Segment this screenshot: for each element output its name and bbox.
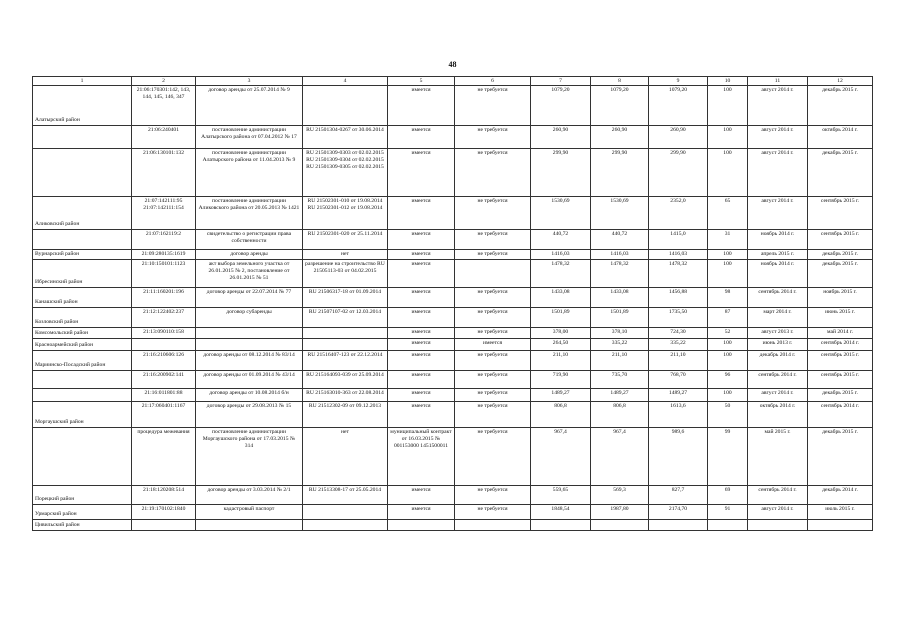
table-cell: 260,90 — [649, 126, 708, 149]
table-cell: декабрь 2015 г. — [808, 428, 873, 486]
table-cell: договор аренды от 3.03.2014 № 2/1 — [196, 486, 303, 505]
district-cell — [33, 149, 132, 197]
district-cell: Красноармейский район — [33, 339, 132, 351]
table-cell: 806,8 — [591, 402, 649, 428]
table-cell: 1478,32 — [531, 260, 591, 288]
table-cell: не требуется — [455, 328, 531, 339]
document-table — [32, 76, 873, 531]
table-row — [33, 126, 873, 149]
table-cell: не требуется — [455, 86, 531, 126]
table-cell: 21:11:160201:196 — [132, 288, 196, 308]
table-cell: имеется — [388, 339, 455, 351]
table-cell: 100 — [708, 260, 748, 288]
table-cell: май 2015 г. — [748, 428, 808, 486]
table-cell: имеется — [388, 230, 455, 250]
table-cell: имеется — [388, 260, 455, 288]
page-number: 48 — [448, 60, 457, 69]
table-cell: имеется — [388, 351, 455, 371]
table-cell: 100 — [708, 351, 748, 371]
table-cell — [196, 520, 303, 531]
table-cell: акт выбора земельного участка от 26.01.2015 № 2, постановление от 26.01.2015 № 51 — [196, 260, 303, 288]
table-cell: 50 — [708, 402, 748, 428]
table-cell: 21:17:060401:1167 — [132, 402, 196, 428]
column-header: 11 — [748, 77, 808, 86]
table-cell: RU 21501309-0303 от 02.02.2015 RU 21501309-0304 от 02.02.2015 RU 21501309-0305 от 02.02.2015 — [303, 149, 388, 197]
table-cell — [132, 520, 196, 531]
table-cell: 967,4 — [591, 428, 649, 486]
table-cell: август 2014 г. — [748, 389, 808, 402]
table-cell: 1416,03 — [531, 250, 591, 260]
table-row — [33, 86, 873, 126]
table-cell: 989,6 — [649, 428, 708, 486]
table-cell: декабрь 2015 г. — [808, 250, 873, 260]
table-cell: имеется — [388, 402, 455, 428]
table-cell: 735,70 — [591, 371, 649, 389]
table-cell: сентябрь 2015 г. — [808, 230, 873, 250]
table-cell: имеется — [388, 250, 455, 260]
district-cell: Мариинско-Посадский район — [33, 351, 132, 371]
table-cell: 299,90 — [591, 149, 649, 197]
table-cell: 100 — [708, 149, 748, 197]
table-cell: сентябрь 2014 г. — [808, 339, 873, 351]
table-cell: постановление администрации Алатырского района от 11.04.2013 № 9 — [196, 149, 303, 197]
table-row — [33, 520, 873, 531]
table-cell: 100 — [708, 250, 748, 260]
column-header: 1 — [33, 77, 132, 86]
district-cell: Урмарский район — [33, 505, 132, 520]
table-cell: не требуется — [455, 486, 531, 505]
table-cell: не требуется — [455, 149, 531, 197]
table-cell: не требуется — [455, 126, 531, 149]
table-cell: 31 — [708, 230, 748, 250]
table-cell: 1530,69 — [591, 197, 649, 230]
table-cell: не требуется — [455, 428, 531, 486]
table-cell: 21:06:240401 — [132, 126, 196, 149]
table-cell: имеется — [388, 86, 455, 126]
table-cell: 1415,0 — [649, 230, 708, 250]
table-cell: имеется — [455, 339, 531, 351]
table-row — [33, 389, 873, 402]
table-cell: имеется — [388, 486, 455, 505]
table-cell: 21:16:200902:141 — [132, 371, 196, 389]
table-cell: сентябрь 2015 г. — [808, 351, 873, 371]
table-cell: сентябрь 2015 г. — [808, 197, 873, 230]
table-cell: RU 21501304-0267 от 30.06.2014 — [303, 126, 388, 149]
table-cell: декабрь 2015 г. — [808, 86, 873, 126]
table-cell — [303, 86, 388, 126]
table-cell — [748, 520, 808, 531]
table-cell: 211,10 — [649, 351, 708, 371]
table-cell: 100 — [708, 389, 748, 402]
table-cell: 1987,80 — [591, 505, 649, 520]
table-cell: постановление администрации Аликовского района от 20.05.2013 № 1421 — [196, 197, 303, 230]
table-cell: RU 21507107-02 от 12.03.2014 — [303, 308, 388, 328]
table-cell: апрель 2015 г. — [748, 250, 808, 260]
table-cell: имеется — [388, 505, 455, 520]
table-cell — [531, 520, 591, 531]
table-cell: кадастровый паспорт — [196, 505, 303, 520]
table-cell: 264,50 — [531, 339, 591, 351]
table-row — [33, 260, 873, 288]
table-cell: RU 21512302-09 от 09.12.2013 — [303, 402, 388, 428]
table-cell: не требуется — [455, 308, 531, 328]
table-cell: 2352,0 — [649, 197, 708, 230]
table-cell: 827,7 — [649, 486, 708, 505]
column-header: 8 — [591, 77, 649, 86]
table-cell: август 2014 г. — [748, 126, 808, 149]
table-cell: договор субаренды — [196, 308, 303, 328]
district-cell: Порецкий район — [33, 486, 132, 505]
table-cell: август 2014 г. — [748, 505, 808, 520]
column-header: 2 — [132, 77, 196, 86]
column-header: 10 — [708, 77, 748, 86]
table-cell: 335,22 — [649, 339, 708, 351]
table-cell: имеется — [388, 288, 455, 308]
table-cell: имеется — [388, 149, 455, 197]
table-cell: 440,72 — [591, 230, 649, 250]
table-cell: 21:09:280135:1619 — [132, 250, 196, 260]
table-cell: 21:07:162119:2 — [132, 230, 196, 250]
column-header: 4 — [303, 77, 388, 86]
table-cell: RU 21502301-010 от 19.08.2014 RU 21502301-012 от 19.08.2014 — [303, 197, 388, 230]
table-cell: 87 — [708, 308, 748, 328]
table-cell: разрешение на строительство RU 21505113-03 от 04.02.2015 — [303, 260, 388, 288]
table-cell: 1501,89 — [531, 308, 591, 328]
table-cell: RU 21506317-18 от 01.09.2014 — [303, 288, 388, 308]
table-cell: сентябрь 2014 г. — [748, 371, 808, 389]
table-cell: имеется — [388, 197, 455, 230]
table-cell: не требуется — [455, 389, 531, 402]
table-cell — [649, 520, 708, 531]
table-cell: 21:12:122402:237 — [132, 308, 196, 328]
table-cell: не требуется — [455, 250, 531, 260]
table-cell: муниципальный контракт от 16.03.2015 № 001153000 1451500011 — [388, 428, 455, 486]
table-cell: договор аренды от 25.07.2014 № 9 — [196, 86, 303, 126]
table-cell — [808, 520, 873, 531]
table-cell: 211,10 — [531, 351, 591, 371]
table-cell: 91 — [708, 505, 748, 520]
table-cell: декабрь 2014 г. — [808, 486, 873, 505]
table-cell: 569,3 — [591, 486, 649, 505]
table-cell: 21:18:120208:514 — [132, 486, 196, 505]
column-header: 12 — [808, 77, 873, 86]
table-cell: 1530,69 — [531, 197, 591, 230]
table-cell: 1478,32 — [591, 260, 649, 288]
table-cell: имеется — [388, 371, 455, 389]
table-cell: не требуется — [455, 197, 531, 230]
table-cell: сентябрь 2014 г. — [748, 288, 808, 308]
table-cell: RU 215163010-363 от 22.08.2014 — [303, 389, 388, 402]
table-cell: 1735,50 — [649, 308, 708, 328]
table-cell: постановление администрации Алатырского района от 07.04.2012 № 17 — [196, 126, 303, 149]
table-cell: 559,65 — [531, 486, 591, 505]
table-cell: март 2014 г. — [748, 308, 808, 328]
table-cell: 260,90 — [531, 126, 591, 149]
district-cell — [33, 126, 132, 149]
table-cell: имеется — [388, 126, 455, 149]
table-cell: декабрь 2015 г. — [808, 260, 873, 288]
table-cell: 21:10:150101:1123 — [132, 260, 196, 288]
table-cell: постановление администрации Моргаушского района от 17.03.2015 № 314 — [196, 428, 303, 486]
table-cell: декабрь 2014 г. — [748, 351, 808, 371]
district-cell: Алатырский район — [33, 86, 132, 126]
table-cell: свидетельство о регистрации права собственности — [196, 230, 303, 250]
table-cell: 719,90 — [531, 371, 591, 389]
table-cell: август 2014 г. — [748, 86, 808, 126]
table-cell — [196, 328, 303, 339]
district-cell: Цивильский район — [33, 520, 132, 531]
table-cell: 1489,27 — [591, 389, 649, 402]
table-cell: 1478,32 — [649, 260, 708, 288]
table-cell: декабрь 2015 г. — [808, 389, 873, 402]
table-cell: 1079,20 — [591, 86, 649, 126]
table-cell: 21:19:170102:1840 — [132, 505, 196, 520]
table-cell: не требуется — [455, 230, 531, 250]
table-cell: ноябрь 2015 г. — [808, 288, 873, 308]
table-cell: 299,90 — [531, 149, 591, 197]
table-cell — [708, 520, 748, 531]
district-cell: Аликовский район — [33, 197, 132, 230]
table-cell: имеется — [388, 328, 455, 339]
table-cell: 335,22 — [591, 339, 649, 351]
district-cell — [33, 230, 132, 250]
district-cell — [33, 371, 132, 389]
district-cell: Канашский район — [33, 288, 132, 308]
table-cell: 65 — [708, 197, 748, 230]
table-cell: 211,10 — [591, 351, 649, 371]
table-cell — [132, 339, 196, 351]
table-cell: 1613,6 — [649, 402, 708, 428]
table-cell: 1079,20 — [649, 86, 708, 126]
district-cell: Комсомольский район — [33, 328, 132, 339]
table-cell: 967,4 — [531, 428, 591, 486]
table-row — [33, 351, 873, 371]
column-header: 9 — [649, 77, 708, 86]
table-cell: август 2014 г. — [748, 149, 808, 197]
table-cell: нет — [303, 250, 388, 260]
table-row — [33, 197, 873, 230]
table-cell: 1848,54 — [531, 505, 591, 520]
table-cell: 2174,70 — [649, 505, 708, 520]
table-cell: август 2013 г. — [748, 328, 808, 339]
table-cell — [455, 260, 531, 288]
table-cell — [303, 328, 388, 339]
table-cell: 100 — [708, 126, 748, 149]
table-cell: 21:06:170301:142, 143, 144, 145, 146, 347 — [132, 86, 196, 126]
table-row — [33, 328, 873, 339]
table-cell: имеется — [388, 389, 455, 402]
table-cell: 768,70 — [649, 371, 708, 389]
table-cell: 299,90 — [649, 149, 708, 197]
table-cell — [455, 520, 531, 531]
table-row — [33, 288, 873, 308]
table-cell: ноябрь 2014 г. — [748, 260, 808, 288]
table-cell: RU 21516407-123 от 22.12.2014 — [303, 351, 388, 371]
district-cell: Козловский район — [33, 308, 132, 328]
table-row — [33, 250, 873, 260]
table-cell: 100 — [708, 339, 748, 351]
table-cell: договор аренды от 22.07.2014 № 77 — [196, 288, 303, 308]
table-cell: 21:16:011801:88 — [132, 389, 196, 402]
table-row — [33, 339, 873, 351]
table-cell: ноябрь 2014 г. — [748, 230, 808, 250]
table-cell: договор аренды от 01.09.2014 № 43/14 — [196, 371, 303, 389]
table-cell: 1433,08 — [591, 288, 649, 308]
table-cell: имеется — [388, 308, 455, 328]
table-cell: RU 21513308-17 от 25.05.2014 — [303, 486, 388, 505]
table-cell: сентябрь 2015 г. — [808, 371, 873, 389]
table-cell: 98 — [708, 288, 748, 308]
table-row — [33, 371, 873, 389]
table-cell: 99 — [708, 428, 748, 486]
table-body — [33, 77, 873, 531]
district-cell: Вурнарский район — [33, 250, 132, 260]
table-cell — [388, 520, 455, 531]
table-cell: 440,72 — [531, 230, 591, 250]
table-cell: май 2014 г. — [808, 328, 873, 339]
table-cell: декабрь 2015 г. — [808, 149, 873, 197]
table-cell: RU 21502301-020 от 25.11.2014 — [303, 230, 388, 250]
table-cell: 806,8 — [531, 402, 591, 428]
table-cell: июль 2015 г. — [808, 505, 873, 520]
district-cell: Ибресинский район — [33, 260, 132, 288]
table-cell: 52 — [708, 328, 748, 339]
table-cell: процедура межевания — [132, 428, 196, 486]
table-cell: июнь 2015 г. — [808, 308, 873, 328]
table-cell: 1489,27 — [649, 389, 708, 402]
table-cell: 96 — [708, 371, 748, 389]
table-cell — [303, 339, 388, 351]
table-cell: нет — [303, 428, 388, 486]
table-cell: 1433,08 — [531, 288, 591, 308]
table-cell: октябрь 2014 г. — [808, 126, 873, 149]
table-cell — [303, 520, 388, 531]
table-cell — [591, 520, 649, 531]
column-header: 5 — [388, 77, 455, 86]
table-cell: 21:16:210606:126 — [132, 351, 196, 371]
table-cell: не требуется — [455, 288, 531, 308]
table-row — [33, 486, 873, 505]
table-cell: 21:07:142111:95 21:07:142111:154 — [132, 197, 196, 230]
table-cell: август 2014 г. — [748, 197, 808, 230]
table-cell: договор аренды от 08.12.2014 № 83/14 — [196, 351, 303, 371]
table-cell: 1079,20 — [531, 86, 591, 126]
table-cell: октябрь 2014 г. — [748, 402, 808, 428]
table-cell: 21:06:130101:132 — [132, 149, 196, 197]
district-cell — [33, 389, 132, 402]
table-cell: договор аренды — [196, 250, 303, 260]
table-cell — [196, 339, 303, 351]
table-cell: сентябрь 2014 г. — [808, 402, 873, 428]
table-cell: 724,30 — [649, 328, 708, 339]
table-cell: 260,90 — [591, 126, 649, 149]
table-cell: не требуется — [455, 402, 531, 428]
table-row — [33, 428, 873, 486]
column-header-row — [33, 77, 873, 86]
table-cell: 1489,27 — [531, 389, 591, 402]
column-header: 6 — [455, 77, 531, 86]
table-cell: июнь 2013 г. — [748, 339, 808, 351]
table-cell: 378,10 — [591, 328, 649, 339]
table-cell: договор аренды от 29.08.2013 № 15 — [196, 402, 303, 428]
district-cell — [33, 428, 132, 486]
table-cell — [303, 505, 388, 520]
table-cell: не требуется — [455, 371, 531, 389]
table-row — [33, 402, 873, 428]
table-row — [33, 308, 873, 328]
table-cell: не требуется — [455, 351, 531, 371]
table-cell: RU 215164093-039 от 25.09.2014 — [303, 371, 388, 389]
column-header: 7 — [531, 77, 591, 86]
table-cell: 69 — [708, 486, 748, 505]
district-cell: Моргаушский район — [33, 402, 132, 428]
table-row — [33, 505, 873, 520]
table-cell: не требуется — [455, 505, 531, 520]
table-row — [33, 230, 873, 250]
table-cell: 378,00 — [531, 328, 591, 339]
table-cell: 1501,89 — [591, 308, 649, 328]
table-cell: 100 — [708, 86, 748, 126]
table-row — [33, 149, 873, 197]
table-cell: 1456,88 — [649, 288, 708, 308]
table-cell: 1416,03 — [591, 250, 649, 260]
table-cell: 1416,03 — [649, 250, 708, 260]
table-cell: договор аренды от 10.08.2014 б/н — [196, 389, 303, 402]
column-header: 3 — [196, 77, 303, 86]
table-cell: сентябрь 2014 г. — [748, 486, 808, 505]
table-cell: 21:13:090110:158 — [132, 328, 196, 339]
